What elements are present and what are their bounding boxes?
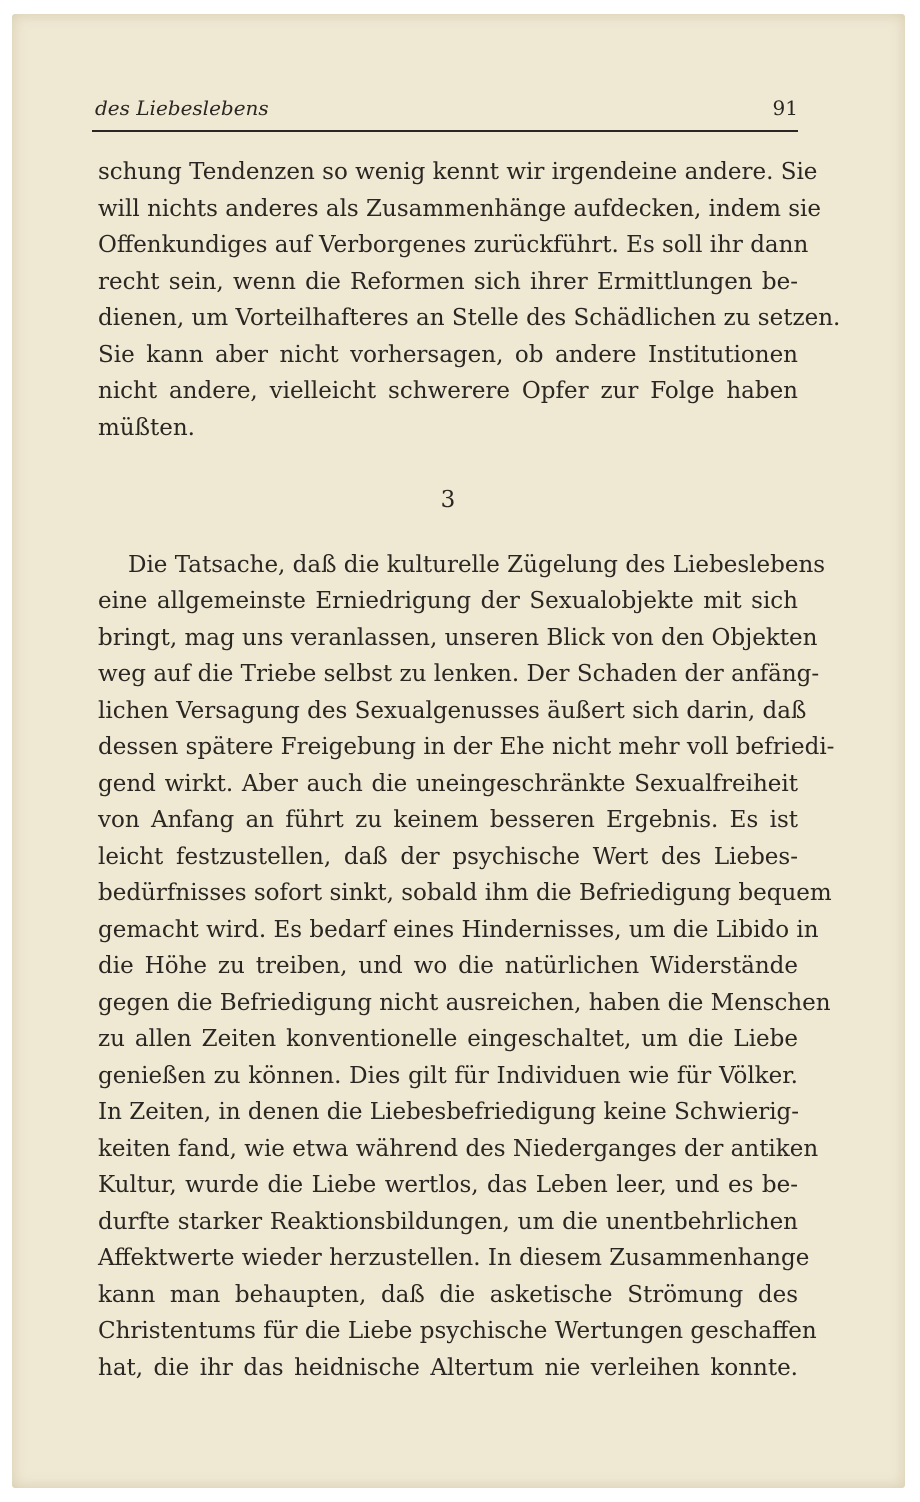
paragraph-1 xyxy=(98,154,841,446)
text-line: bedürfnisses sofort sinkt, sobald ihm die Befriedigung bequem xyxy=(98,880,832,906)
text-line: Sie kann aber nicht vorhersagen, ob andere Institutionen xyxy=(98,341,798,368)
text-line: leicht festzustellen, daß der psychische Wert des Liebes- xyxy=(98,843,798,870)
text-line: schung Tendenzen so wenig kennt wir irgendeine andere. Sie xyxy=(98,159,818,185)
text-line: dessen spätere Freigebung in der Ehe nicht mehr voll befriedi- xyxy=(98,734,835,760)
text-line: Die Tatsache, daß die kulturelle Zügelung des Liebeslebens xyxy=(128,551,826,578)
text-line: kann man behaupten, daß die asketische Strömung des xyxy=(98,1281,798,1308)
text-line: müßten. xyxy=(98,414,195,441)
text-line: dienen, um Vorteilhafteres an Stelle des Schädlichen zu setzen. xyxy=(98,305,841,331)
text-line: gemacht wird. Es bedarf eines Hindernisses, um die Libido in xyxy=(98,916,819,943)
text-line: hat, die ihr das heidnische Altertum nie verleihen konnte. xyxy=(98,1354,798,1381)
text-line: Offenkundiges auf Verborgenes zurückführt. Es soll ihr dann xyxy=(98,232,809,258)
text-line: Kultur, wurde die Liebe wertlos, das Leben leer, und es be- xyxy=(98,1172,798,1198)
section-number: 3 xyxy=(440,487,456,513)
text-line: weg auf die Triebe selbst zu lenken. Der Schaden der anfäng- xyxy=(98,661,820,687)
text-line: will nichts anderes als Zusammenhänge aufdecken, indem sie xyxy=(98,195,822,222)
text-line: bringt, mag uns veranlassen, unseren Blick von den Objekten xyxy=(98,624,818,651)
text-line: die Höhe zu treiben, und wo die natürlichen Widerstände xyxy=(98,953,798,979)
page-number: 91 xyxy=(772,96,798,120)
text-line: lichen Versagung des Sexualgenusses äußert sich darin, daß xyxy=(98,697,807,724)
text-line: durfte starker Reaktionsbildungen, um die unentbehrlichen xyxy=(98,1208,798,1235)
text-line: eine allgemeinste Erniedrigung der Sexualobjekte mit sich xyxy=(98,588,798,614)
text-line: Christentums für die Liebe psychische Wertungen geschaffen xyxy=(98,1318,817,1344)
text-line: genießen zu können. Dies gilt für Individuen wie für Völker. xyxy=(98,1062,798,1089)
running-head: des Liebeslebens xyxy=(95,96,269,120)
text-line: gegen die Befriedigung nicht ausreichen, haben die Menschen xyxy=(98,989,831,1016)
paragraph-2 xyxy=(98,547,835,1387)
text-line: In Zeiten, in denen die Liebesbefriedigung keine Schwierig- xyxy=(98,1099,800,1125)
text-line: von Anfang an führt zu keinem besseren Ergebnis. Es ist xyxy=(98,807,798,833)
text-line: zu allen Zeiten konventionelle eingeschaltet, um die Liebe xyxy=(98,1026,798,1052)
text-line: recht sein, wenn die Reformen sich ihrer Ermittlungen be- xyxy=(98,268,798,295)
body-text xyxy=(98,154,841,1386)
text-line: keiten fand, wie etwa während des Niederganges der antiken xyxy=(98,1135,819,1162)
text-line: nicht andere, vielleicht schwerere Opfer zur Folge haben xyxy=(98,378,798,404)
text-line: gend wirkt. Aber auch die uneingeschränkte Sexualfreiheit xyxy=(98,770,798,797)
book-page xyxy=(12,14,905,1488)
text-line: Affektwerte wieder herzustellen. In diesem Zusammenhange xyxy=(98,1245,810,1271)
page-header xyxy=(92,94,798,132)
